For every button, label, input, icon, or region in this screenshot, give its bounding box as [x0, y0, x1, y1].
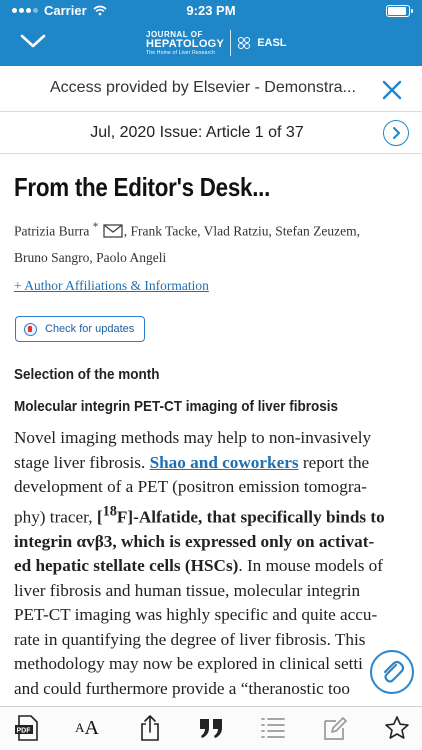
cite-button[interactable] [196, 713, 226, 743]
author-names-rest: , Frank Tacke, Vlad Ratziu, Stefan Zeuzem, [123, 223, 360, 239]
access-banner-text: Access provided by Elsevier - Demonstra... [50, 79, 356, 96]
issue-navigator [0, 112, 422, 154]
star-icon [384, 715, 410, 741]
body-paragraph [14, 426, 404, 701]
body-line: and could furthermore provide a “theranostic too [14, 678, 350, 698]
clock: 9:23 PM [186, 3, 236, 18]
carrier-name: Carrier [44, 3, 87, 18]
svg-text:PDF: PDF [16, 727, 31, 735]
chevron-down-icon[interactable] [18, 30, 48, 52]
article-body [14, 426, 404, 701]
issue-position: Jul, 2020 Issue: Article 1 of 37 [90, 124, 304, 141]
paperclip-icon [372, 652, 412, 692]
body-line: development of a PET (positron emission tomogra- [14, 477, 367, 496]
status-bar [0, 0, 422, 22]
logo-divider [230, 30, 231, 56]
journal-logo [146, 26, 287, 60]
body-line: integrin αvβ3, which is expressed only on activat- [14, 531, 375, 551]
author-affiliations-link[interactable]: + Author Affiliations & Information [14, 278, 209, 293]
body-line: PET-CT imaging was highly specific and quite accu- [14, 605, 378, 625]
body-line: stage liver fibrosis. Shao and coworkers report the [14, 452, 370, 472]
logo-partner: EASL [257, 37, 287, 49]
share-button[interactable] [135, 713, 165, 743]
text-size-large-glyph: A [84, 716, 99, 739]
author-names-line-2: Bruno Sangro, Paolo Angeli [14, 249, 167, 265]
crossmark-icon [24, 323, 37, 336]
body-line: liver fibrosis and human tissue, molecular integrin [14, 580, 361, 600]
logo-tagline: The Home of Liver Research [146, 49, 216, 56]
share-icon [139, 714, 161, 742]
easl-logo-icon [237, 36, 251, 50]
author-name[interactable]: Patrizia Burra [14, 223, 90, 239]
outline-button[interactable] [258, 713, 288, 743]
logo-line-2: HEPATOLOGY [146, 37, 225, 50]
next-article-button[interactable] [383, 120, 409, 146]
text-size-small-glyph: A [75, 720, 85, 735]
subsection-heading: Molecular integrin PET-CT imaging of liver fibrosis [14, 398, 339, 415]
check-for-updates-label: Check for updates [45, 323, 135, 335]
logo-line-1: JOURNAL OF [146, 29, 203, 39]
favorite-button[interactable] [382, 713, 412, 743]
article-title: From the Editor's Desk... [14, 172, 271, 202]
text-size-button[interactable] [72, 713, 102, 743]
bottom-toolbar [0, 706, 422, 750]
attachments-button[interactable] [370, 650, 414, 694]
body-line: ed hepatic stellate cells (HSCs). In mouse models of [14, 556, 384, 576]
notes-button[interactable] [320, 713, 350, 743]
section-heading: Selection of the month [14, 366, 160, 383]
body-line: rate in quantifying the degree of liver fibrosis. This [14, 629, 366, 649]
author-list [14, 214, 412, 271]
pdf-button[interactable] [12, 713, 42, 743]
body-line: methodology may now be explored in clinical setti [14, 654, 363, 674]
reference-link[interactable]: Shao and coworkers [149, 452, 299, 472]
corresponding-author-mark: * [92, 221, 99, 233]
check-for-updates-button[interactable] [15, 316, 145, 342]
email-icon[interactable] [103, 224, 123, 238]
access-banner [0, 66, 422, 112]
quote-icon [198, 716, 224, 740]
close-icon[interactable] [380, 78, 404, 102]
chevron-right-icon [384, 121, 408, 145]
list-icon [260, 715, 286, 741]
body-line: Novel imaging methods may help to non-invasively [14, 428, 372, 447]
edit-icon [322, 715, 348, 741]
pdf-icon [14, 714, 40, 742]
body-line: phy) tracer, [$^{18}$F]-Alfatide, that specifically binds to [14, 503, 385, 527]
app-header [0, 0, 422, 66]
battery-icon [386, 5, 410, 17]
